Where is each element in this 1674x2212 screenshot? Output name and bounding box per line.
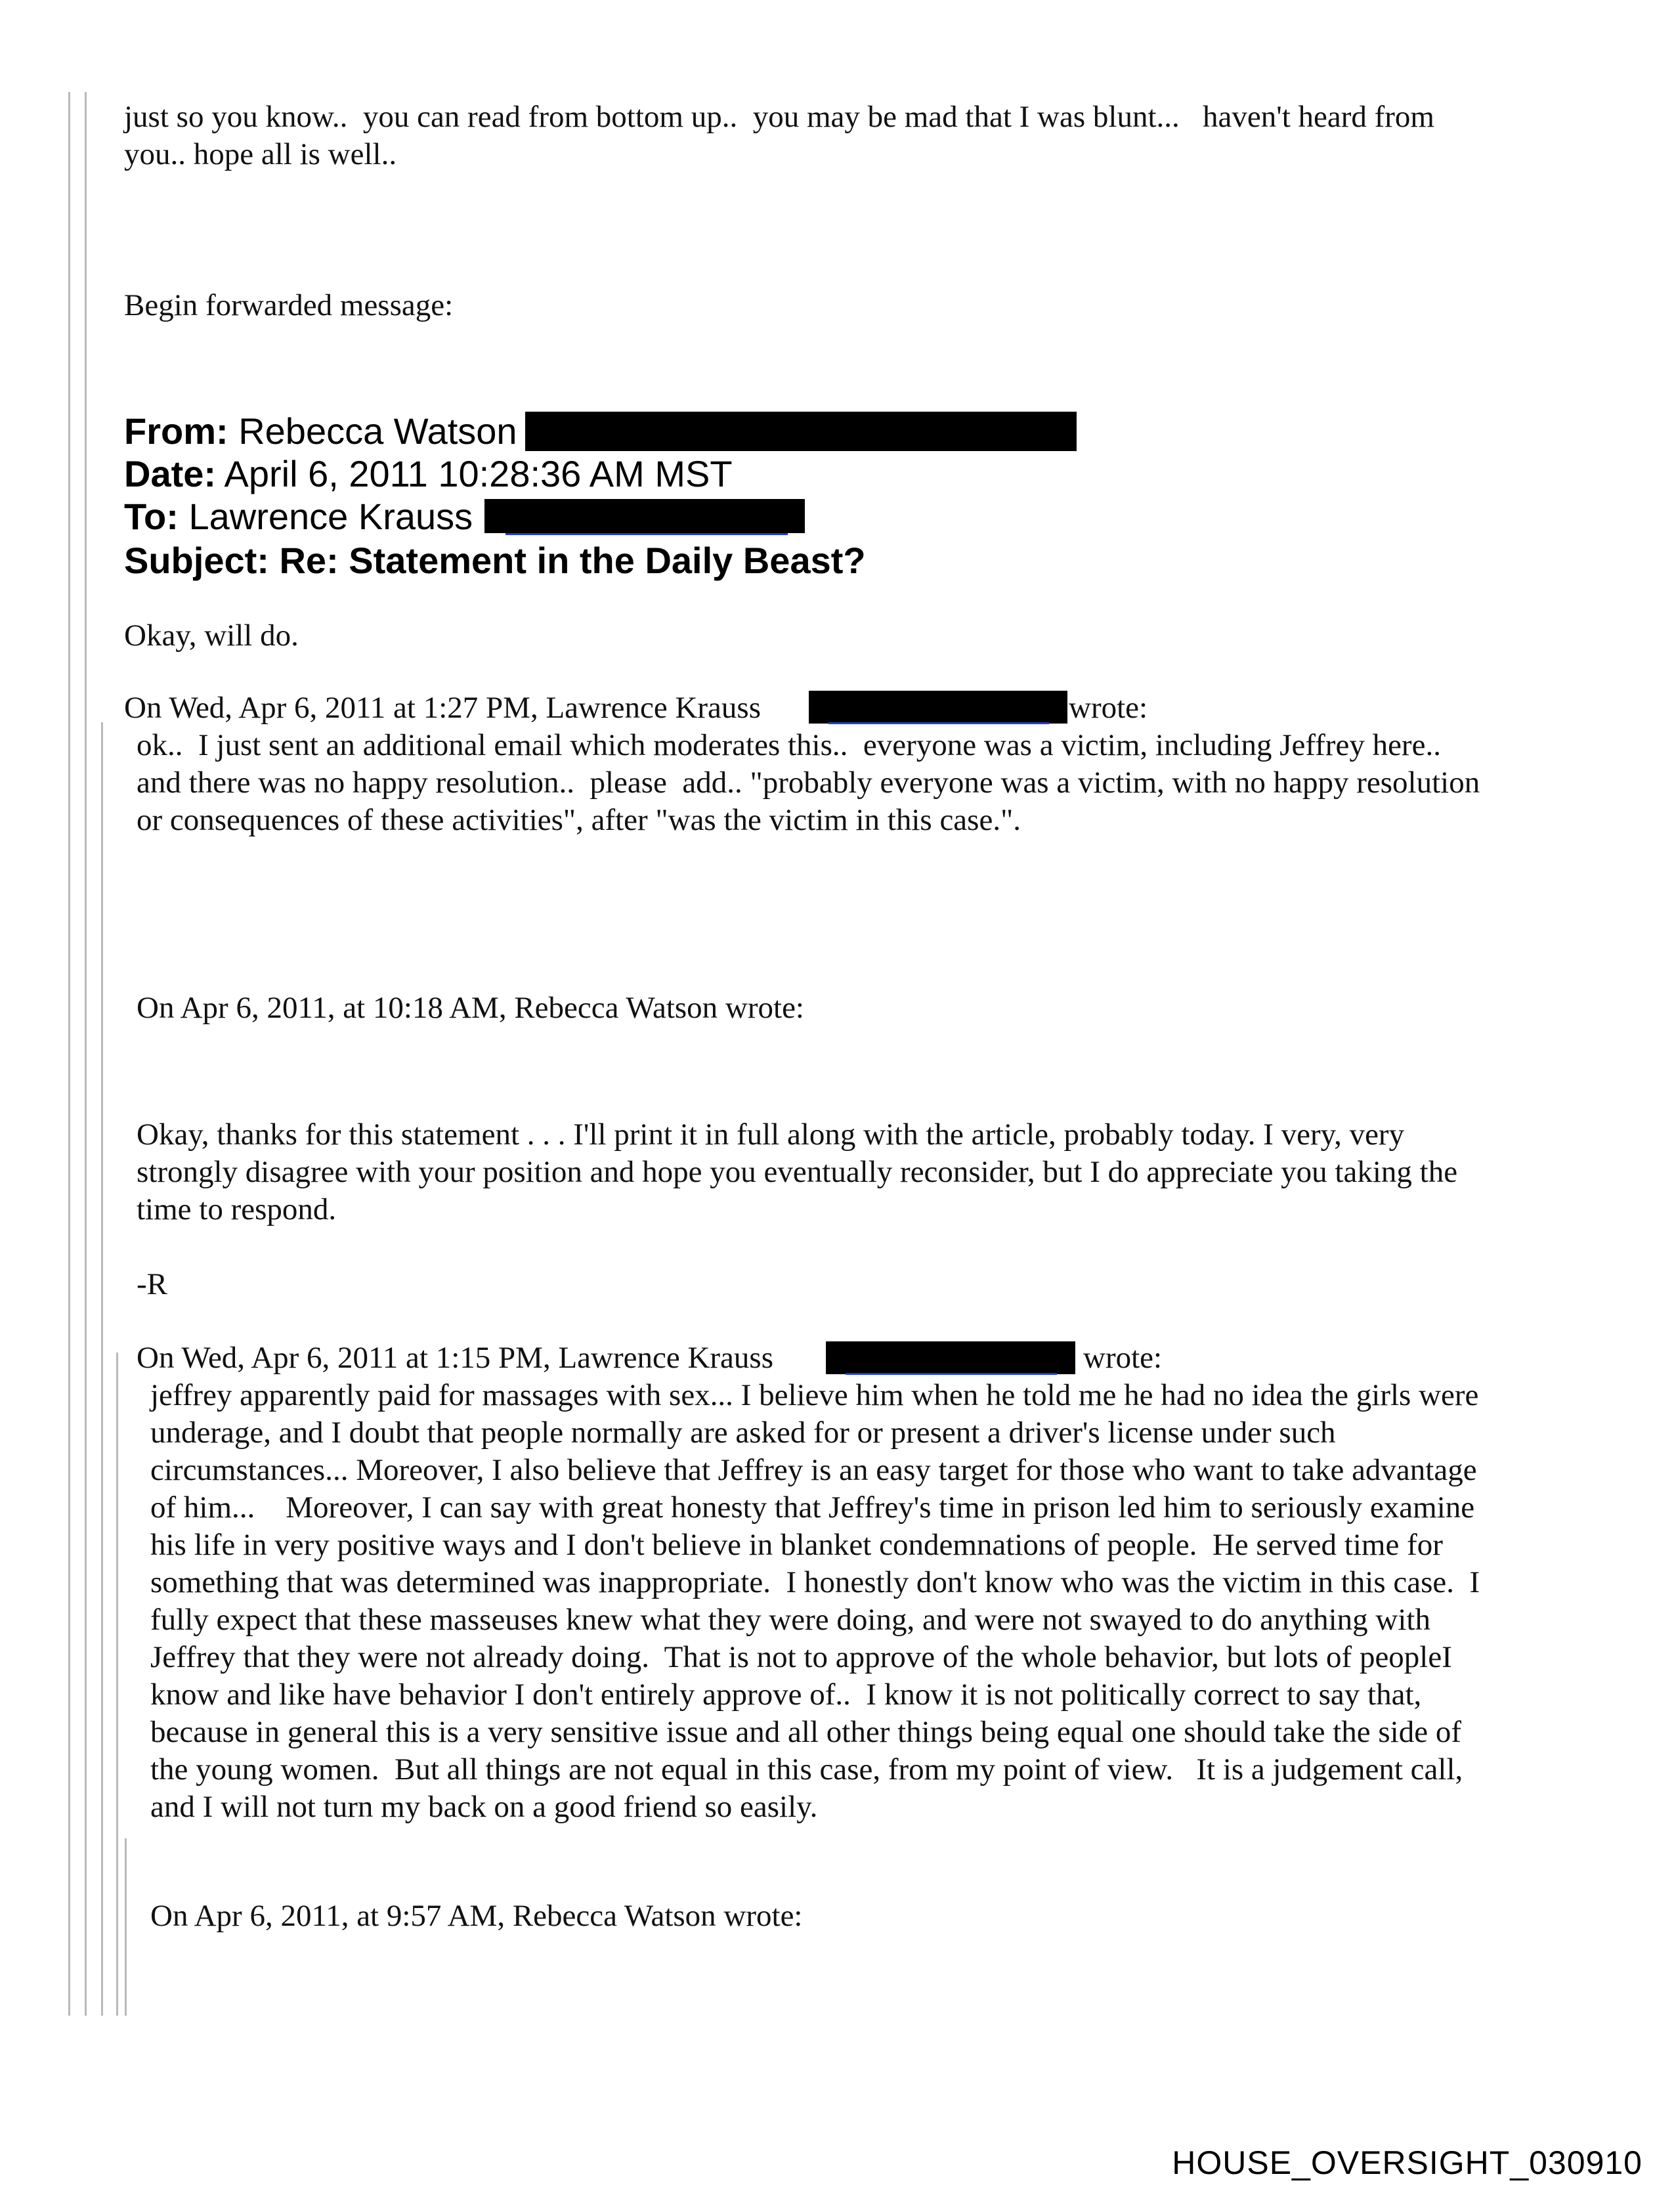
bates-stamp: HOUSE_OVERSIGHT_030910 (1172, 2144, 1642, 2181)
quote-bar-1 (68, 92, 70, 2016)
date-label: Date: (124, 453, 217, 494)
quote1-attribution-prefix: On Wed, Apr 6, 2011 at 1:27 PM, Lawrence Krauss (124, 691, 761, 725)
quote3-line-2: underage, and I doubt that people normally are asked for or present a driver's license under such (150, 1416, 1336, 1450)
quote3-line-3: circumstances... Moreover, I also believe that Jeffrey is an easy target for those who want to take advantage (150, 1453, 1477, 1487)
quote2-attribution: On Apr 6, 2011, at 10:18 AM, Rebecca Watson wrote: (137, 991, 804, 1025)
quote2-line-3: time to respond. (137, 1192, 337, 1226)
to-value: Lawrence Krauss (188, 496, 473, 537)
intro-line-1: just so you know.. you can read from bottom up.. you may be mad that I was blunt... haven't heard from (124, 100, 1434, 134)
quote2-line-1: Okay, thanks for this statement . . . I'll print it in full along with the article, probably today. I very, very (137, 1117, 1405, 1152)
quote3-line-1: jeffrey apparently paid for massages with sex... I believe him when he told me he had no idea the girls were (150, 1378, 1479, 1412)
header-subject (124, 540, 866, 582)
header-from (124, 410, 517, 452)
forward-label: Begin forwarded message: (124, 288, 454, 322)
quote1-line-3: or consequences of these activities", after "was the victim in this case.". (137, 803, 1021, 837)
quote3-line-7: fully expect that these masseuses knew what they were doing, and were not swayed to do anything with (150, 1603, 1430, 1637)
date-value: April 6, 2011 10:28:36 AM MST (224, 453, 733, 494)
reply-text: Okay, will do. (124, 618, 299, 653)
quote1-line-2: and there was no happy resolution.. please add.. "probably everyone was a victim, with no happy resolution (137, 766, 1480, 800)
quote-bar-5 (125, 1838, 127, 2016)
redacted-link-underline-q1 (828, 722, 1049, 724)
subject-label: Subject: (124, 540, 269, 581)
subject-value: Re: Statement in the Daily Beast? (279, 540, 866, 581)
intro-line-2: you.. hope all is well.. (124, 137, 397, 171)
quote-bar-4 (116, 1353, 118, 2016)
quote3-line-4: of him... Moreover, I can say with great honesty that Jeffrey's time in prison led him to seriously examine (150, 1490, 1475, 1525)
quote3-attribution-prefix: On Wed, Apr 6, 2011 at 1:15 PM, Lawrence Krauss (137, 1341, 773, 1375)
quote3-line-10: because in general this is a very sensitive issue and all other things being equal one should take the side of (150, 1715, 1461, 1749)
redaction-to-email (484, 499, 805, 533)
quote1-line-1: ok.. I just sent an additional email which moderates this.. everyone was a victim, including Jeffrey here.. (137, 728, 1441, 762)
from-value: Rebecca Watson (238, 410, 517, 452)
quote-bar-2 (85, 92, 87, 2016)
quote3-line-12: and I will not turn my back on a good friend so easily. (150, 1790, 818, 1824)
to-label: To: (124, 496, 179, 537)
header-date (124, 453, 733, 495)
redaction-from-email (525, 412, 1077, 451)
quote2-signoff: -R (137, 1267, 167, 1301)
redacted-link-underline-q3 (846, 1373, 1057, 1375)
redaction-quote3-email (826, 1341, 1075, 1374)
quote3-line-8: Jeffrey that they were not already doing. That is not to approve of the whole behavior, but lots of peopleI (150, 1640, 1452, 1674)
from-label: From: (124, 410, 228, 452)
quote2-line-2: strongly disagree with your position and hope you eventually reconsider, but I do appreciate you taking the (137, 1155, 1458, 1189)
header-to (124, 496, 473, 538)
quote3-line-6: something that was determined was inappropriate. I honestly don't know who was the victim in this case. I (150, 1565, 1480, 1599)
redacted-link-underline (505, 533, 788, 535)
quote3-line-5: his life in very positive ways and I don't believe in blanket condemnations of people. He served time for (150, 1528, 1443, 1562)
quote1-attribution-suffix: wrote: (1069, 691, 1148, 725)
quote3-line-11: the young women. But all things are not equal in this case, from my point of view. It is a judgement call, (150, 1752, 1463, 1787)
quote3-line-9: know and like have behavior I don't entirely approve of.. I know it is not politically correct to say that, (150, 1678, 1422, 1712)
quote3-attribution-suffix: wrote: (1083, 1341, 1163, 1375)
quote-bar-3 (101, 722, 103, 2016)
redaction-quote1-email (809, 691, 1067, 724)
quote4-attribution: On Apr 6, 2011, at 9:57 AM, Rebecca Watson wrote: (150, 1899, 803, 1933)
